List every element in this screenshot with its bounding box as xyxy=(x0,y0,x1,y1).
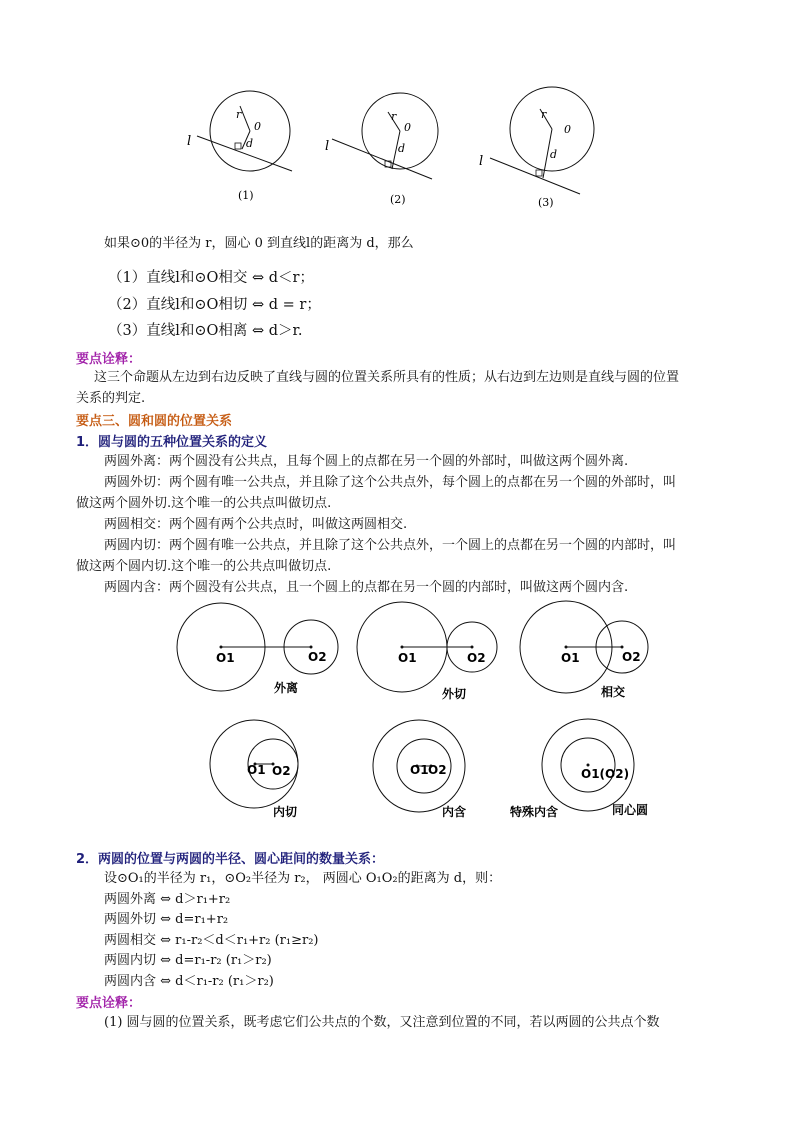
distance-label: d xyxy=(246,137,254,150)
intro-text: 如果⊙0的半径为 r，圆心 0 到直线l的距离为 d，那么 xyxy=(104,236,414,251)
figure-1-intersecting xyxy=(187,91,292,202)
relation-external-tangent: 两圆外切 ⇔ d=r₁+r₂ xyxy=(104,912,229,927)
rule-separate: （3）直线l和⊙O相离 ⇔ d＞r. xyxy=(108,323,303,339)
o1-label: O1 xyxy=(247,763,266,777)
caption-1: (1) xyxy=(238,189,254,202)
caption-3: (3) xyxy=(538,196,554,209)
definition-external-tangent-1: 两圆外切：两个圆有唯一公共点，并且除了这个公共点外，每个圆上的点都在另一个圆的外部时，叫 xyxy=(104,475,677,490)
o2-label: O2 xyxy=(308,650,327,664)
relation-external-separation: 两圆外离 ⇔ d＞r₁+r₂ xyxy=(104,892,231,907)
figure-2-tangent xyxy=(325,93,438,206)
o2-label: O2 xyxy=(622,650,641,664)
definition-intersecting: 两圆相交：两个圆有两个公共点时，叫做这两圆相交. xyxy=(104,517,408,532)
label-containment: 内含 xyxy=(442,805,467,819)
section-heading: 要点三、圆和圆的位置关系 xyxy=(76,414,233,429)
distance-label: d xyxy=(398,142,406,155)
label-intersecting: 相交 xyxy=(601,685,626,699)
rule-intersect: （1）直线l和⊙O相交 ⇔ d＜r； xyxy=(108,270,314,286)
label-internal-tangent: 内切 xyxy=(273,805,298,819)
label-concentric: 同心圆 xyxy=(612,803,649,817)
center-label: 0 xyxy=(254,120,261,133)
radius-label: r xyxy=(541,108,547,121)
line-label: l xyxy=(187,134,192,149)
relation-intro: 设⊙O₁的半径为 r₁，⊙O₂半径为 r₂， 两圆心 O₁O₂的距离为 d，则： xyxy=(104,871,502,886)
subsection-1-heading: 1．圆与圆的五种位置关系的定义 xyxy=(76,435,268,450)
o1-label: O1 xyxy=(410,763,429,777)
definition-internal-tangent-2: 做这两个圆内切.这个唯一的公共点叫做切点. xyxy=(76,559,332,574)
figure-internal-tangent xyxy=(210,720,298,819)
subsection-2-heading: 2．两圆的位置与两圆的半径、圆心距间的数量关系： xyxy=(76,852,385,867)
figure-containment xyxy=(373,720,466,819)
center-label: 0 xyxy=(404,121,411,134)
o1o2-label: O1(O2) xyxy=(581,767,630,781)
label-external-separation: 外离 xyxy=(274,681,299,695)
label-external-tangent: 外切 xyxy=(442,687,467,701)
relation-containment: 两圆内含 ⇔ d＜r₁-r₂ (r₁＞r₂) xyxy=(104,974,274,989)
figure-concentric xyxy=(510,719,648,819)
circle-circle-figures xyxy=(170,600,670,830)
key-note-heading-2: 要点诠释： xyxy=(76,996,142,1011)
figure-3-separate xyxy=(479,87,594,209)
o1-label: O1 xyxy=(561,651,580,665)
relation-intersecting: 两圆相交 ⇔ r₁-r₂＜d＜r₁+r₂ (r₁≥r₂) xyxy=(104,933,319,948)
definition-external-separation: 两圆外离：两个圆没有公共点，且每个圆上的点都在另一个圆的外部时，叫做这两个圆外离. xyxy=(104,454,629,469)
o1-label: O1 xyxy=(398,651,417,665)
o2-label: O2 xyxy=(428,763,447,777)
definition-containment: 两圆内含：两个圆没有公共点，且一个圆上的点都在另一个圆的内部时，叫做这两个圆内含. xyxy=(104,580,629,595)
o1-label: O1 xyxy=(216,651,235,665)
key-note-2-line1: (1) 圆与圆的位置关系，既考虑它们公共点的个数，又注意到位置的不同，若以两圆的公共点个数 xyxy=(104,1015,660,1030)
line-circle-figures xyxy=(180,84,620,214)
caption-2: (2) xyxy=(390,193,406,206)
key-note-heading: 要点诠释： xyxy=(76,352,142,367)
rule-tangent: （2）直线l和⊙O相切 ⇔ d = r； xyxy=(108,297,321,313)
distance-label: d xyxy=(550,148,558,161)
figure-intersecting xyxy=(520,601,648,699)
figure-external-tangent xyxy=(357,602,497,701)
definition-internal-tangent-1: 两圆内切：两个圆有唯一公共点，并且除了这个公共点外，一个圆上的点都在另一个圆的内部时，叫 xyxy=(104,538,677,553)
center-label: 0 xyxy=(564,123,571,136)
key-note-line1: 这三个命题从左边到右边反映了直线与圆的位置关系所具有的性质；从右边到左边则是直线与圆的位置 xyxy=(94,370,680,385)
line-label: l xyxy=(325,139,330,154)
relation-internal-tangent: 两圆内切 ⇔ d=r₁-r₂ (r₁＞r₂) xyxy=(104,953,272,968)
o2-label: O2 xyxy=(467,651,486,665)
figure-external-separation xyxy=(177,603,338,695)
line-label: l xyxy=(479,154,484,169)
radius-label: r xyxy=(236,108,242,121)
definition-external-tangent-2: 做这两个圆外切.这个唯一的公共点叫做切点. xyxy=(76,496,332,511)
label-special-containment: 特殊内含 xyxy=(510,805,559,819)
o2-label: O2 xyxy=(272,764,291,778)
key-note-line2: 关系的判定. xyxy=(76,391,146,406)
radius-label: r xyxy=(391,110,397,123)
